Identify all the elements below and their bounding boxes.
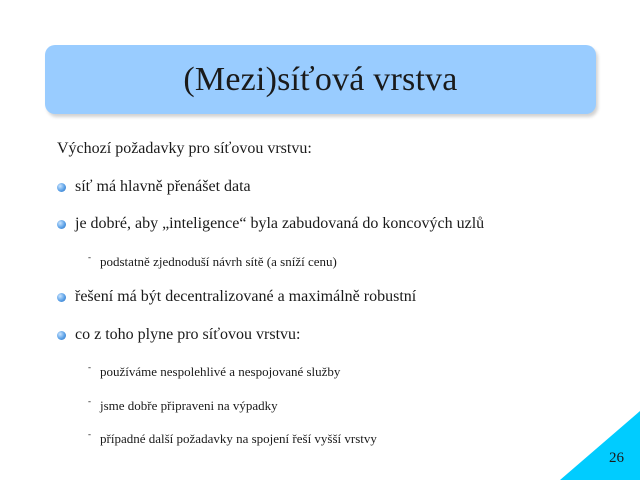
bullet-text: síť má hlavně přenášet data (75, 178, 251, 195)
sub-bullet-item (88, 398, 278, 414)
bullet-text: řešení má být decentralizované a maximálně robustní (75, 288, 417, 305)
sub-bullet-item (88, 254, 337, 270)
title-box (45, 45, 596, 114)
bullet-item (57, 288, 416, 306)
bullet-text: je dobré, aby „inteligence“ byla zabudovaná do koncových uzlů (75, 215, 485, 232)
dash-icon: - (88, 252, 91, 262)
sub-bullet-item (88, 431, 377, 447)
bullet-dot-icon (57, 220, 66, 229)
bullet-item (57, 326, 300, 344)
dash-icon: - (88, 429, 91, 439)
bullet-text: co z toho plyne pro síťovou vrstvu: (75, 326, 301, 343)
dash-icon: - (88, 396, 91, 406)
page-number: 26 (609, 450, 624, 466)
bullet-dot-icon (57, 183, 66, 192)
slide-title: (Mezi)síťová vrstva (183, 60, 458, 98)
sub-bullet-text: jsme dobře připraveni na výpadky (100, 398, 278, 413)
sub-bullet-text: používáme nespolehlivé a nespojované služby (100, 364, 341, 379)
bullet-item (57, 215, 484, 233)
sub-bullet-text: případné další požadavky na spojení řeší vyšší vrstvy (100, 431, 377, 446)
sub-bullet-item (88, 364, 340, 380)
sub-bullet-text: podstatně zjednoduší návrh sítě (a sníží cenu) (100, 254, 337, 269)
dash-icon: - (88, 362, 91, 372)
bullet-item (57, 178, 251, 196)
corner-triangle (560, 411, 640, 480)
bullet-dot-icon (57, 331, 66, 340)
intro-text: Výchozí požadavky pro síťovou vrstvu: (57, 140, 312, 157)
bullet-dot-icon (57, 293, 66, 302)
